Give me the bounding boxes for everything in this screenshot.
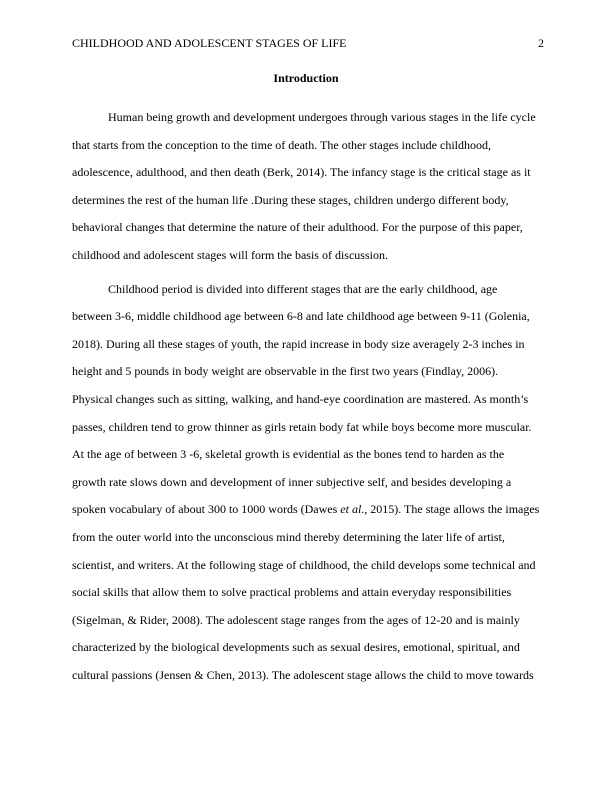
paragraph-line: (Sigelman, & Rider, 2008). The adolescent stage ranges from the ages of 12-20 and is mainly: [72, 612, 520, 627]
paragraph-1: [72, 104, 542, 270]
paragraph-line: childhood and adolescent stages will form the basis of discussion.: [72, 247, 388, 262]
paragraph-line: Childhood period is divided into different stages that are the early childhood, age: [108, 281, 498, 296]
body-text: [72, 104, 542, 689]
running-head: CHILDHOOD AND ADOLESCENT STAGES OF LIFE: [72, 36, 347, 50]
line-text: ., 2015). The stage allows the images: [361, 502, 540, 517]
paragraph-line: At the age of between 3 -6, skeletal growth is evidential as the bones tend to harden as the: [72, 447, 505, 462]
paragraph-line: determines the rest of the human life .During these stages, children undergo different body,: [72, 192, 509, 207]
section-heading: Introduction: [273, 71, 339, 85]
paragraph-line: Human being growth and development undergoes through various stages in the life cycle: [108, 110, 536, 124]
paragraph-2: [72, 276, 542, 690]
paragraph-line: passes, children tend to grow thinner as girls retain body fat while boys become more muscular.: [72, 419, 532, 434]
paragraph-line-citation: [72, 496, 542, 524]
et-al-italic: et al: [340, 502, 362, 517]
paragraph-line: social skills that allow them to solve practical problems and attain everyday responsibilities: [72, 585, 512, 600]
line-text: spoken vocabulary of about 300 to 1000 words (Dawes: [72, 502, 341, 517]
paragraph-line: cultural passions (Jensen & Chen, 2013). The adolescent stage allows the child to move towards: [72, 667, 534, 682]
paragraph-line: height and 5 pounds in body weight are observable in the first two years (Findlay, 2006).: [72, 364, 499, 379]
paragraph-line: behavioral changes that determine the nature of their adulthood. For the purpose of this paper,: [72, 220, 523, 235]
paragraph-line: Physical changes such as sitting, walking, and hand-eye coordination are mastered. As month’s: [72, 391, 529, 406]
paragraph-line: adolescence, adulthood, and then death (Berk, 2014). The infancy stage is the critical stage as it: [72, 165, 531, 180]
paragraph-line: growth rate slows down and development of inner subjective self, and besides developing a: [72, 474, 512, 489]
paragraph-line: that starts from the conception to the time of death. The other stages include childhood,: [72, 137, 491, 152]
paragraph-line: between 3-6, middle childhood age between 6-8 and late childhood age between 9-11 (Golenia,: [72, 309, 530, 324]
paragraph-line: 2018). During all these stages of youth, the rapid increase in body size averagely 2-3 inches in: [72, 336, 525, 351]
page-number: 2: [538, 36, 544, 50]
paragraph-line: from the outer world into the unconscious mind thereby determining the later life of artist,: [72, 529, 505, 544]
paragraph-line: characterized by the biological developments such as sexual desires, emotional, spiritual, and: [72, 640, 520, 655]
paragraph-line: scientist, and writers. At the following stage of childhood, the child develops some technical and: [72, 557, 536, 572]
